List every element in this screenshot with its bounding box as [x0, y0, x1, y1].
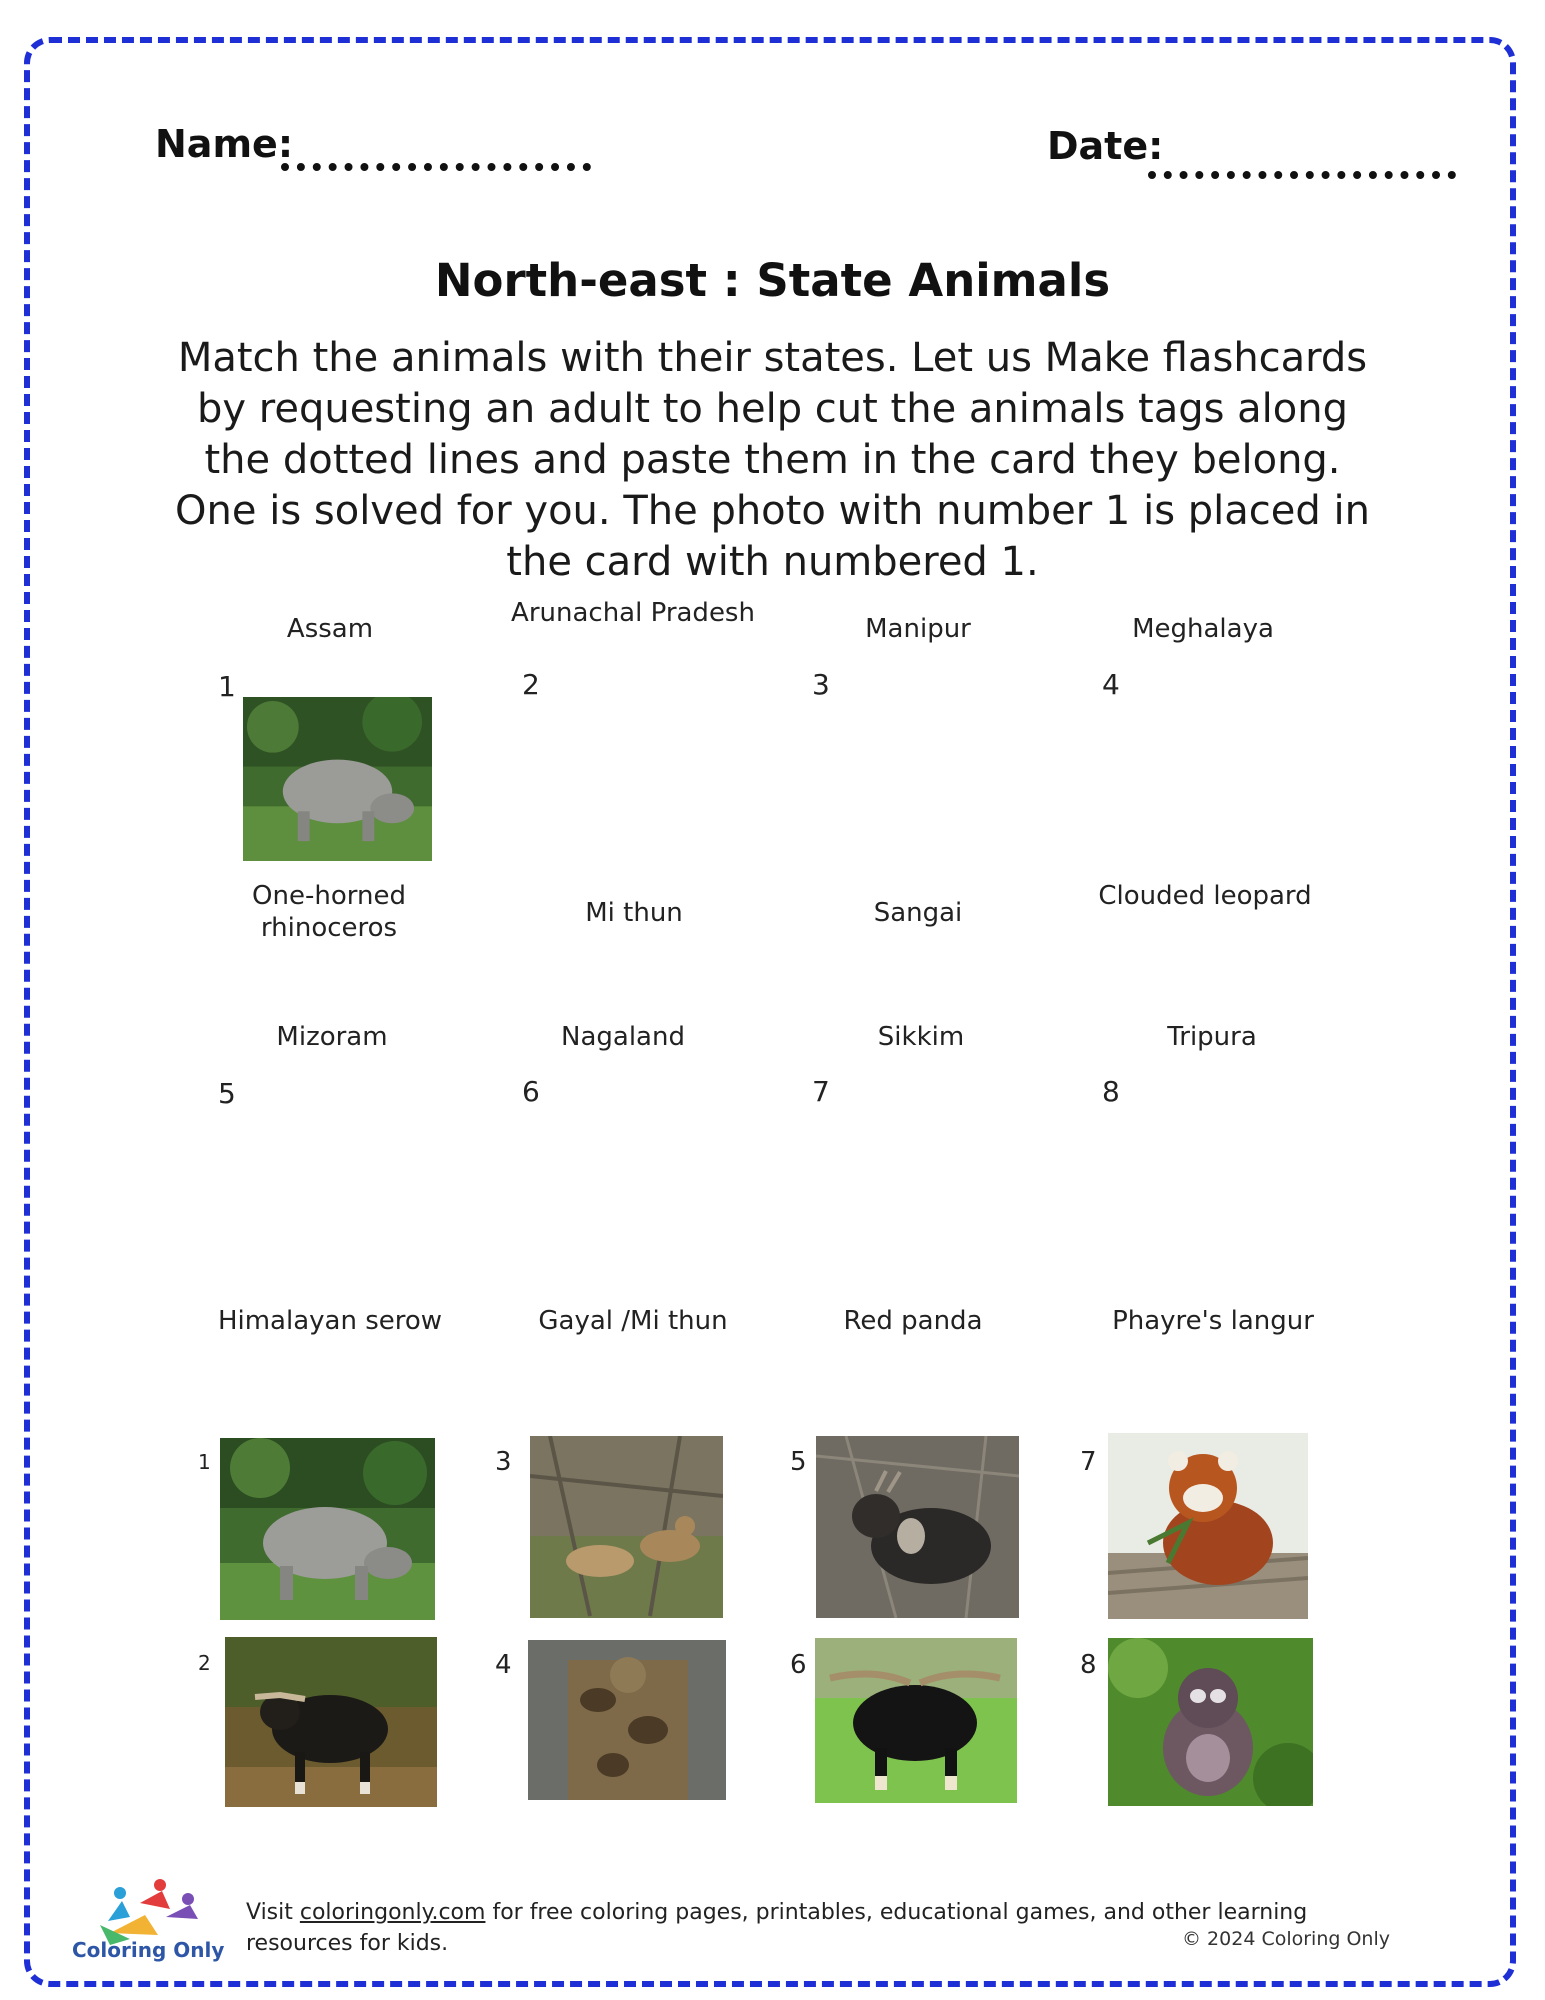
card-number: 2	[522, 668, 540, 701]
gayal-photo	[815, 1638, 1017, 1803]
card-number: 6	[522, 1075, 540, 1108]
card-state-label: Nagaland	[561, 1022, 685, 1052]
card-state-label: Tripura	[1167, 1022, 1257, 1052]
mithun-photo	[225, 1637, 437, 1807]
card-number: 5	[218, 1077, 236, 1110]
card-animal-label: One-horned rhinoceros	[252, 881, 406, 943]
date-label: Date:	[1047, 124, 1164, 168]
card-animal-label: Phayre's langur	[1112, 1306, 1314, 1336]
card-animal-label: Clouded leopard	[1098, 881, 1312, 911]
card-number: 3	[812, 668, 830, 701]
tag-number: 5	[790, 1447, 807, 1477]
tag-number: 4	[495, 1650, 512, 1680]
card-state-label: Manipur	[865, 614, 971, 644]
rhinoceros-photo	[243, 697, 432, 861]
date-dotted-line	[1148, 171, 1456, 179]
red-panda-photo	[1108, 1433, 1308, 1619]
card-animal-label: Red panda	[843, 1306, 983, 1336]
footer-prefix: Visit	[246, 1900, 300, 1925]
card-state-label: Assam	[286, 614, 374, 644]
instructions-text: Match the animals with their states. Let us Make flashcards by requesting an adult to help cut the animals tags along the dotted lines and paste them in the card they belong. One is solved for you. The photo with number 1 is placed in the card with numbered 1.	[175, 335, 1370, 585]
logo-text: Coloring Only	[72, 1938, 225, 1962]
footer-suffix: for free coloring pages, printables, educational games, and other learning resources for kids.	[246, 1900, 1308, 1956]
card-state-label: Arunachal Pradesh	[511, 598, 755, 628]
sangai-deer-photo	[530, 1436, 723, 1618]
card-state-label: Meghalaya	[1132, 614, 1274, 644]
tag-number: 8	[1080, 1650, 1097, 1680]
card-animal-label: Sangai	[873, 898, 963, 928]
card-animal-label: Gayal /Mi thun	[538, 1306, 728, 1336]
tag-number: 1	[198, 1450, 211, 1474]
tag-number: 3	[495, 1447, 512, 1477]
card-state-label: Sikkim	[877, 1022, 965, 1052]
name-dotted-line	[281, 163, 591, 171]
tag-number: 7	[1080, 1447, 1097, 1477]
rhinoceros-tag-photo	[220, 1438, 435, 1620]
worksheet-title: North-east : State Animals	[434, 254, 1111, 307]
card-animal-label: Mi thun	[585, 898, 683, 928]
himalayan-serow-photo	[816, 1436, 1019, 1618]
tag-number: 6	[790, 1650, 807, 1680]
copyright-text: © 2024 Coloring Only	[1182, 1928, 1390, 1950]
phayres-langur-photo	[1108, 1638, 1313, 1806]
card-number: 4	[1102, 668, 1120, 701]
card-number: 8	[1102, 1075, 1120, 1108]
card-animal-label: Himalayan serow	[217, 1306, 443, 1336]
clouded-leopard-photo	[528, 1640, 726, 1800]
card-number: 1	[218, 670, 236, 703]
tag-number: 2	[198, 1651, 211, 1675]
name-label: Name:	[155, 122, 294, 166]
card-state-label: Mizoram	[276, 1022, 388, 1052]
card-number: 7	[812, 1075, 830, 1108]
coloringonly-link[interactable]: coloringonly.com	[299, 1900, 486, 1925]
